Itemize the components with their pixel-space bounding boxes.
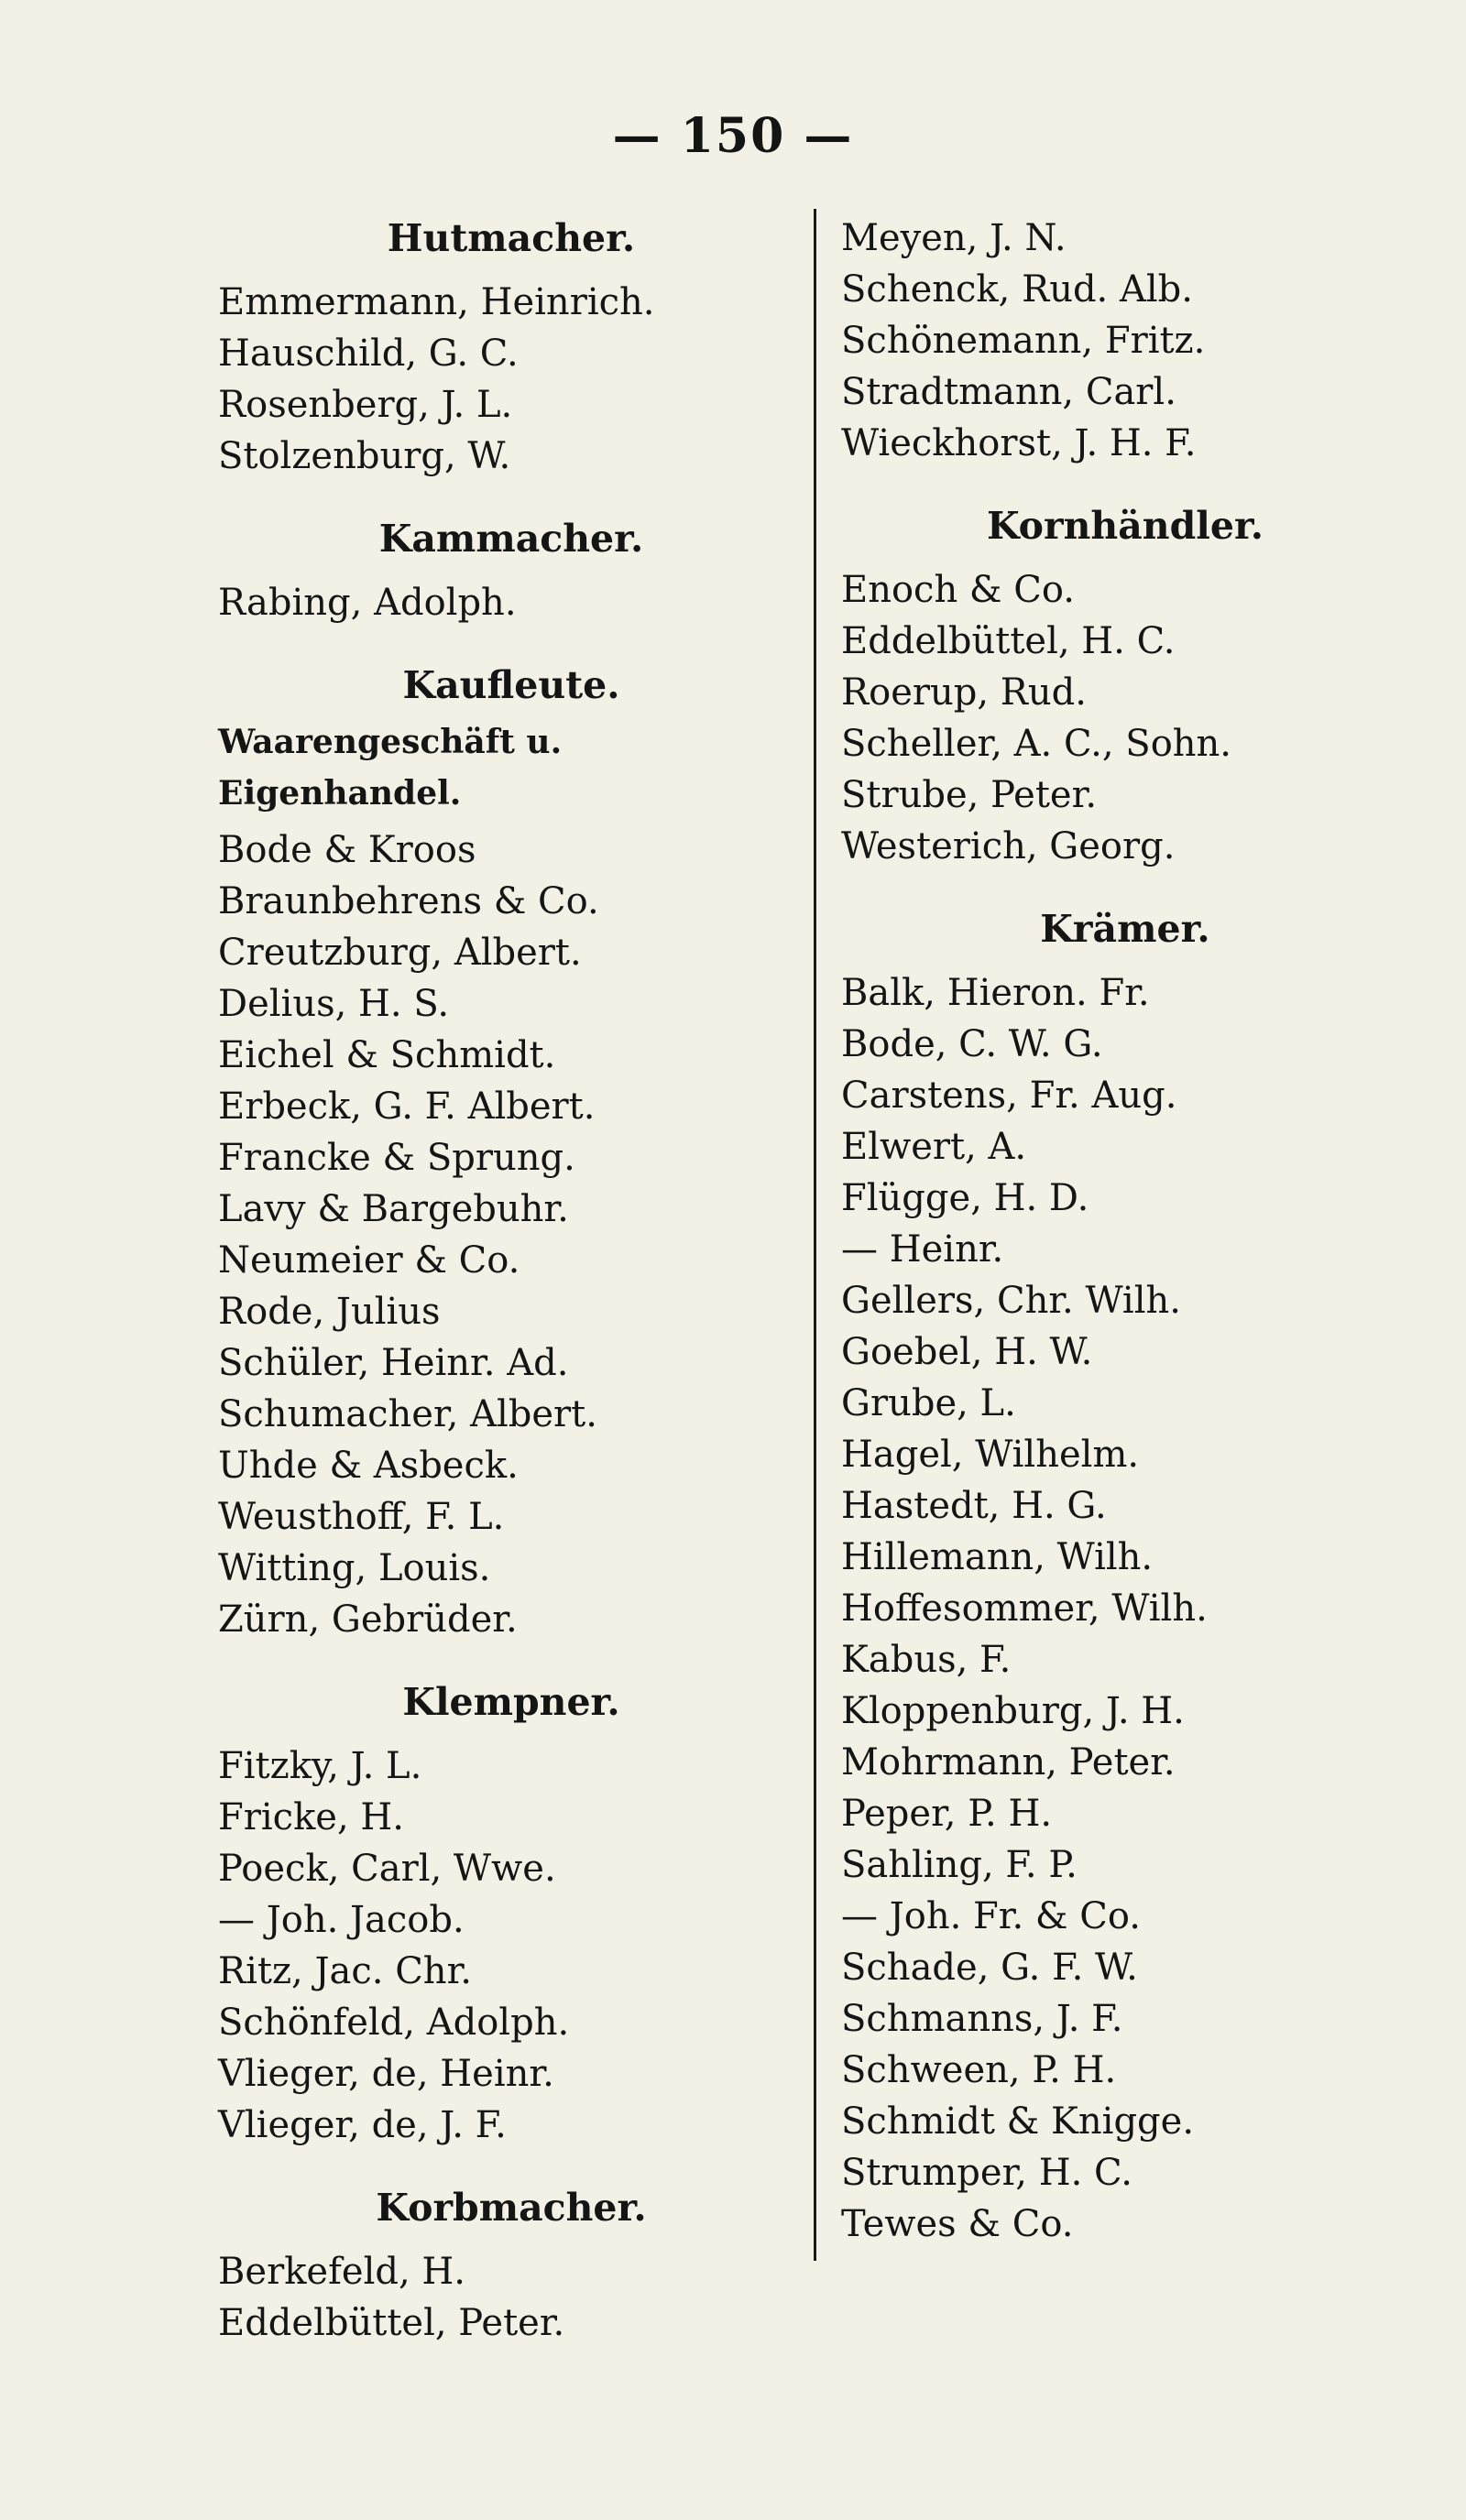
list-item: Kabus, F. (841, 1639, 1012, 1681)
list-item: Grube, L. (841, 1382, 1016, 1424)
list-item: Elwert, A. (841, 1126, 1027, 1168)
list-item: Vlieger, de, J. F. (218, 2104, 507, 2146)
list-item: — Joh. Jacob. (218, 1899, 465, 1941)
list-item: Goebel, H. W. (841, 1331, 1093, 1373)
list-item: Poeck, Carl, Wwe. (218, 1848, 556, 1890)
list-item: Schween, P. H. (841, 2049, 1117, 2091)
section-block (218, 513, 804, 628)
list-item: Braunbehrens & Co. (218, 880, 599, 922)
list-item: — Joh. Fr. & Co. (841, 1895, 1141, 1937)
list-item: Fitzky, J. L. (218, 1745, 422, 1787)
list-item: Rabing, Adolph. (218, 582, 517, 624)
list-item: Rode, Julius (218, 1291, 441, 1333)
entry-list (218, 1740, 804, 2151)
list-item: Peper, P. H. (841, 1793, 1053, 1835)
section-heading: Kornhändler. (986, 504, 1264, 548)
list-item: Weusthoff, F. L. (218, 1496, 505, 1538)
section-block (218, 1676, 804, 2151)
list-item: Hillemann, Wilh. (841, 1536, 1154, 1578)
entry-list (218, 2246, 804, 2349)
list-item: Schmanns, J. F. (841, 1998, 1123, 2040)
list-item: Sahling, F. P. (841, 1844, 1078, 1886)
list-item: Schüler, Heinr. Ad. (218, 1342, 569, 1384)
list-item: Berkefeld, H. (218, 2251, 465, 2293)
list-item: Strube, Peter. (841, 774, 1098, 816)
list-item: Scheller, A. C., Sohn. (841, 723, 1232, 765)
list-item: Meyen, J. N. (841, 217, 1067, 259)
list-item: Hoffesommer, Wilh. (841, 1587, 1208, 1630)
list-item: Schmidt & Knigge. (841, 2100, 1195, 2143)
list-item: Hagel, Wilhelm. (841, 1434, 1140, 1476)
list-item: Carstens, Fr. Aug. (841, 1075, 1177, 1117)
list-item: Schumacher, Albert. (218, 1393, 597, 1435)
list-item: Erbeck, G. F. Albert. (218, 1085, 596, 1128)
entry-list (841, 213, 1409, 469)
list-item: Flügge, H. D. (841, 1177, 1089, 1219)
list-item: Stradtmann, Carl. (841, 371, 1176, 413)
list-item: Tewes & Co. (841, 2203, 1074, 2245)
entry-list (218, 577, 804, 628)
section-subheading: Waarengeschäft u. Eigenhandel. (218, 723, 563, 813)
right-column (841, 213, 1409, 2281)
left-column (218, 213, 804, 2380)
list-item: Eddelbüttel, H. C. (841, 620, 1176, 662)
section-block (218, 2182, 804, 2349)
list-item: Westerich, Georg. (841, 825, 1176, 867)
section-block (218, 213, 804, 482)
list-item: Stolzenburg, W. (218, 435, 511, 477)
list-item: Kloppenburg, J. H. (841, 1690, 1185, 1732)
list-item: Fricke, H. (218, 1796, 405, 1838)
list-item: Zürn, Gebrüder. (218, 1598, 518, 1641)
list-item: Mohrmann, Peter. (841, 1741, 1176, 1784)
list-item: Hastedt, H. G. (841, 1485, 1107, 1527)
list-item: Hauschild, G. C. (218, 333, 519, 375)
list-item: Bode & Kroos (218, 829, 476, 871)
list-item: Eichel & Schmidt. (218, 1034, 556, 1076)
list-item: Enoch & Co. (841, 569, 1075, 611)
list-item: Creutzburg, Albert. (218, 932, 582, 974)
list-item: Uhde & Asbeck. (218, 1445, 519, 1487)
entry-list (841, 564, 1409, 872)
section-heading: Kaufleute. (402, 663, 620, 707)
list-item: Strumper, H. C. (841, 2152, 1132, 2194)
section-heading: Korbmacher. (376, 2186, 647, 2230)
section-heading: Hutmacher. (387, 216, 636, 260)
list-item: Schönfeld, Adolph. (218, 2002, 570, 2044)
list-item: Emmermann, Heinrich. (218, 281, 655, 323)
entry-list (841, 967, 1409, 2250)
list-item: Witting, Louis. (218, 1547, 491, 1589)
page-number: — 150 — (612, 108, 854, 164)
list-item: Schenck, Rud. Alb. (841, 268, 1193, 311)
entry-list (218, 824, 804, 1645)
list-item: Schade, G. F. W. (841, 1947, 1138, 1989)
section-heading: Klempner. (402, 1680, 620, 1724)
list-item: Francke & Sprung. (218, 1137, 575, 1179)
list-item: Eddelbüttel, Peter. (218, 2302, 565, 2344)
list-item: Gellers, Chr. Wilh. (841, 1280, 1181, 1322)
list-item: Schönemann, Fritz. (841, 320, 1206, 362)
list-item: Balk, Hieron. Fr. (841, 972, 1150, 1014)
section-heading: Kammacher. (378, 517, 644, 561)
list-item: Bode, C. W. G. (841, 1023, 1103, 1065)
list-item: Lavy & Bargebuhr. (218, 1188, 569, 1230)
list-item: Rosenberg, J. L. (218, 384, 513, 426)
list-item: — Heinr. (841, 1228, 1004, 1271)
section-block (841, 903, 1409, 2250)
list-item: Wieckhorst, J. H. F. (841, 422, 1197, 464)
entry-list (218, 277, 804, 482)
section-block (218, 660, 804, 1645)
column-divider (814, 209, 816, 2261)
list-item: Vlieger, de, Heinr. (218, 2053, 554, 2095)
section-heading: Krämer. (1040, 907, 1210, 951)
section-block (841, 213, 1409, 469)
section-block (841, 500, 1409, 872)
list-item: Neumeier & Co. (218, 1239, 520, 1282)
list-item: Ritz, Jac. Chr. (218, 1950, 473, 1992)
list-item: Delius, H. S. (218, 983, 450, 1025)
list-item: Roerup, Rud. (841, 671, 1087, 714)
